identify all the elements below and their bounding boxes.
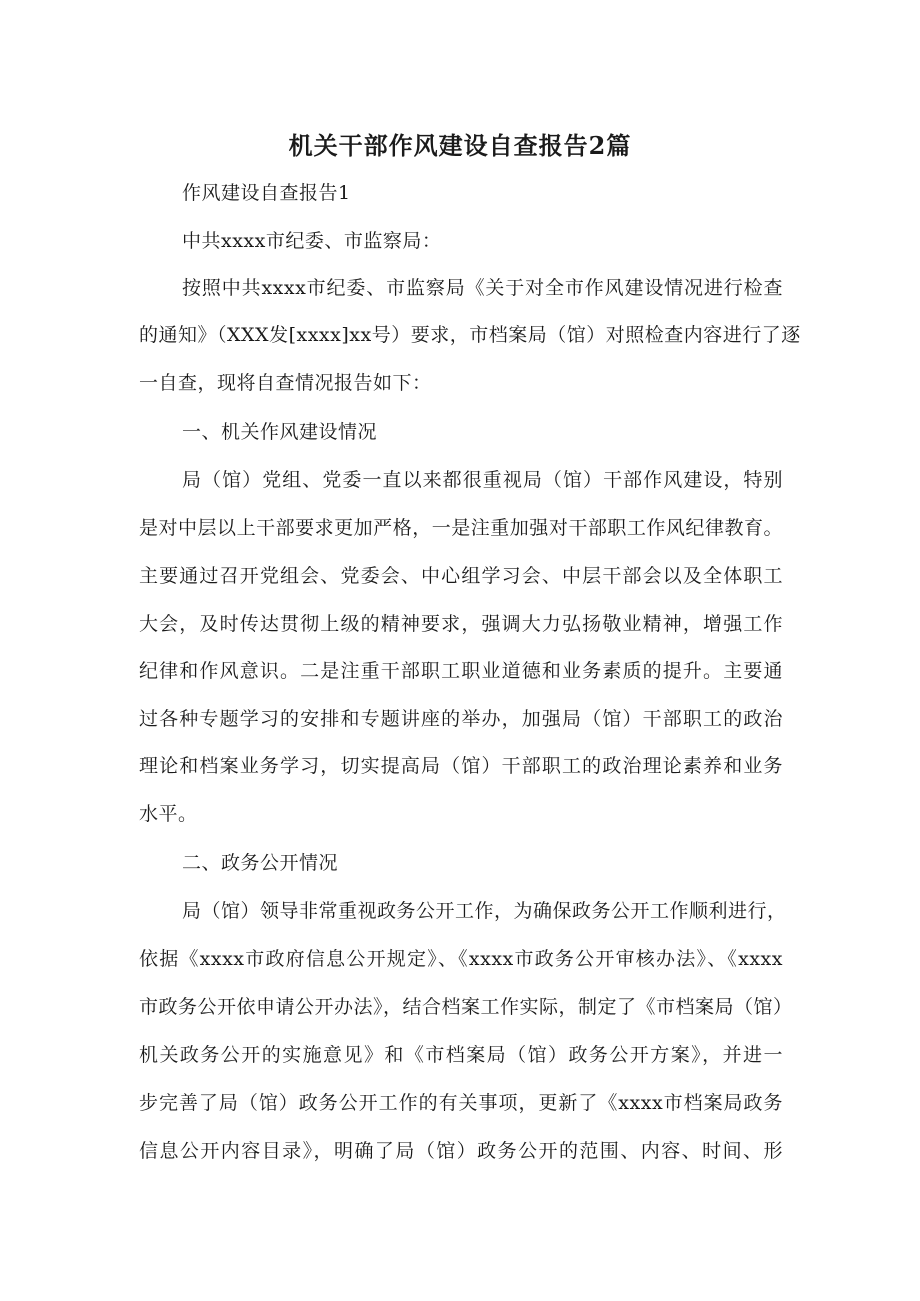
para2-line: 纪律和作风意识。二是注重干部职工职业道德和业务素质的提升。主要通 bbox=[139, 660, 783, 682]
para3-line: 局（馆）领导非常重视政务公开工作，为确保政务公开工作顺利进行， bbox=[182, 900, 787, 922]
addressee: 中共xxxx市纪委、市监察局： bbox=[182, 230, 442, 252]
para1-line: 按照中共xxxx市纪委、市监察局《关于对全市作风建设情况进行检查 bbox=[182, 277, 783, 299]
para1-line: 的通知》（XXX发[xxxx]xx号）要求，市档案局（馆）对照检查内容进行了逐 bbox=[139, 324, 801, 346]
para2-line: 局（馆）党组、党委一直以来都很重视局（馆）干部作风建设，特别 bbox=[182, 469, 783, 491]
report-subtitle: 作风建设自查报告1 bbox=[182, 182, 351, 204]
document-title: 机关干部作风建设自查报告2篇 bbox=[288, 131, 632, 160]
section2-heading: 二、政务公开情况 bbox=[182, 852, 339, 874]
para2-line: 主要通过召开党组会、党委会、中心组学习会、中层干部会以及全体职工 bbox=[139, 565, 783, 587]
para1-line: 一自查，现将自查情况报告如下： bbox=[139, 372, 432, 394]
para2-line: 大会，及时传达贯彻上级的精神要求，强调大力弘扬敬业精神，增强工作 bbox=[139, 613, 783, 635]
para3-line: 信息公开内容目录》，明确了局（馆）政务公开的范围、内容、时间、形 bbox=[139, 1140, 783, 1162]
para2-line: 过各种专题学习的安排和专题讲座的举办，加强局（馆）干部职工的政治 bbox=[139, 708, 783, 730]
para2-line: 是对中层以上干部要求更加严格，一是注重加强对干部职工作风纪律教育。 bbox=[139, 517, 783, 539]
para3-line: 步完善了局（馆）政务公开工作的有关事项，更新了《xxxx市档案局政务 bbox=[139, 1092, 783, 1114]
para3-line: 市政务公开依申请公开办法》，结合档案工作实际，制定了《市档案局（馆） bbox=[139, 996, 793, 1018]
para3-line: 依据《xxxx市政府信息公开规定》、《xxxx市政务公开审核办法》、《xxxx bbox=[139, 948, 783, 970]
para2-line: 水平。 bbox=[139, 803, 198, 825]
section1-heading: 一、机关作风建设情况 bbox=[182, 421, 378, 443]
para2-line: 理论和档案业务学习，切实提高局（馆）干部职工的政治理论素养和业务 bbox=[139, 755, 783, 777]
para3-line: 机关政务公开的实施意见》和《市档案局（馆）政务公开方案》，并进一 bbox=[139, 1044, 783, 1066]
